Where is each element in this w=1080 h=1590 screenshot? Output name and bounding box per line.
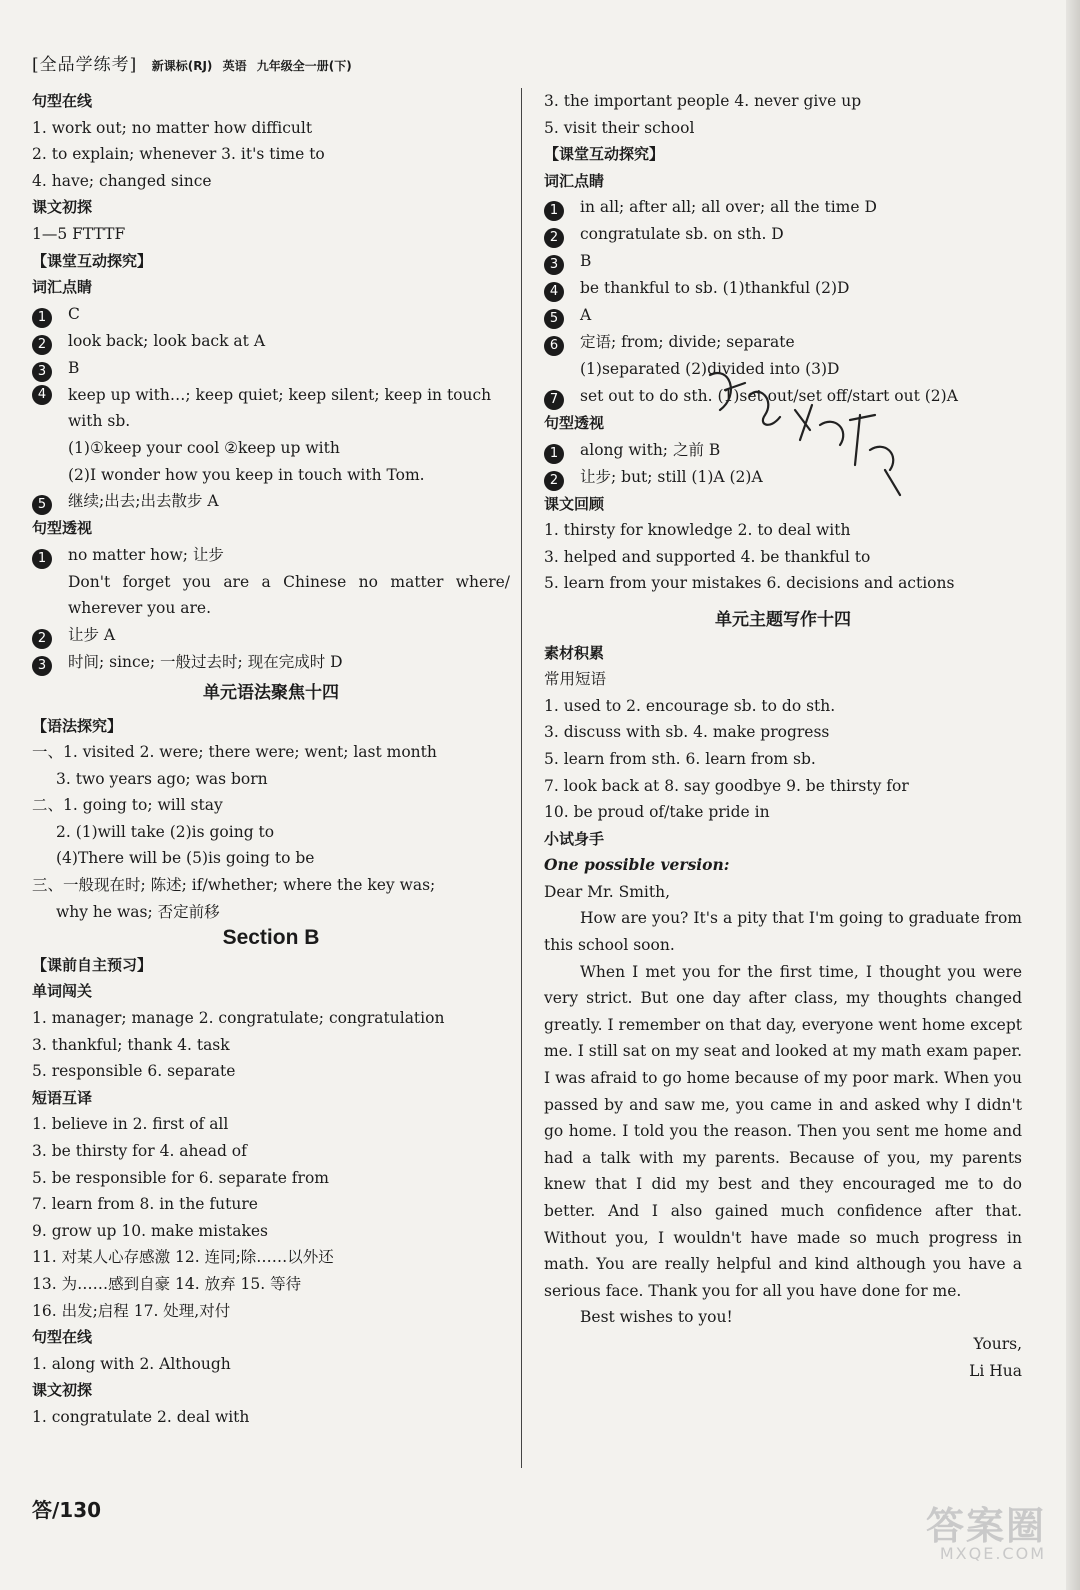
list-item: [544, 221, 1022, 248]
list-item: [32, 382, 510, 435]
sub-heading: 词汇点睛: [32, 278, 93, 297]
list-item: [32, 488, 510, 515]
answer-line: 1. used to 2. encourage sb. to do sth.: [544, 696, 836, 715]
number-4-icon: 4: [544, 282, 564, 302]
number-2-icon: 2: [32, 629, 52, 649]
sub-heading: 课文回顾: [544, 494, 605, 513]
answer-line: 5. learn from sth. 6. learn from sb.: [544, 749, 816, 768]
book-info: 新课标(RJ) 英语 九年级全一册(下): [151, 59, 352, 73]
answer-line: 3. thankful; thank 4. task: [32, 1035, 230, 1054]
answer-text: no matter how; 让步: [68, 545, 224, 564]
answer-text: along with; 之前 B: [580, 440, 721, 459]
answer-line: (2)I wonder how you keep in touch with Tom.: [68, 465, 425, 484]
list-item: [544, 329, 1022, 356]
letter-signature: Li Hua: [969, 1361, 1022, 1380]
left-column: [32, 88, 510, 1431]
answer-text: congratulate sb. on sth. D: [580, 225, 784, 244]
section-heading: 【课前自主预习】: [32, 955, 153, 974]
letter-closing: Yours,: [973, 1334, 1022, 1353]
number-5-icon: 5: [544, 309, 564, 329]
number-3-icon: 3: [32, 362, 52, 382]
section-b-title: Section B: [222, 926, 320, 950]
answer-text: B: [68, 358, 80, 377]
answer-line: 1—5 FTTTF: [32, 224, 126, 243]
section-heading: 【课堂互动探究】: [32, 251, 153, 270]
list-item: [544, 302, 1022, 329]
answer-line: 1. work out; no matter how difficult: [32, 118, 313, 137]
letter-paragraph: How are you? It's a pity that I'm going to graduate from this school soon.: [544, 909, 1022, 955]
answer-text: C: [68, 304, 80, 323]
answer-line: 1. manager; manage 2. congratulate; congratulation: [32, 1009, 445, 1028]
answer-line: 3. be thirsty for 4. ahead of: [32, 1142, 247, 1160]
letter-paragraph: Best wishes to you!: [580, 1308, 733, 1327]
answer-text: set out to do sth. (1)set out/set off/start out (2)A: [580, 386, 958, 405]
answer-text: 继续;出去;出去散步 A: [68, 492, 219, 511]
list-item: [544, 275, 1022, 302]
answer-text: keep up with…; keep quiet; keep silent; keep in touch with sb.: [68, 385, 492, 431]
number-3-icon: 3: [32, 656, 52, 676]
answer-line: 1. along with 2. Although: [32, 1354, 231, 1373]
answer-text: in all; after all; all over; all the time D: [580, 198, 877, 217]
answer-line: 1. believe in 2. first of all: [32, 1115, 229, 1134]
answer-text: look back; look back at A: [68, 331, 266, 350]
number-3-icon: 3: [544, 255, 564, 275]
answer-text: 时间; since; 一般过去时; 现在完成时 D: [68, 652, 343, 671]
section-heading: 【课堂互动探究】: [544, 145, 665, 164]
sub-heading: 素材积累: [544, 643, 605, 662]
page-edge: [1066, 0, 1080, 1590]
site-watermark: [926, 1495, 1046, 1563]
right-column: [544, 88, 1022, 1384]
answer-line: why he was; 否定前移: [56, 902, 220, 921]
answer-line: 2. to explain; whenever 3. it's time to: [32, 145, 325, 164]
sub-heading: 小试身手: [544, 829, 605, 848]
list-item: [544, 248, 1022, 275]
answer-line: 7. learn from 8. in the future: [32, 1195, 258, 1214]
answer-line: 3. helped and supported 4. be thankful to: [544, 547, 871, 566]
version-label: One possible version:: [544, 855, 730, 875]
answer-line: 4. have; changed since: [32, 171, 212, 190]
answer-line: 3. the important people 4. never give up: [544, 92, 862, 110]
answer-text: 定语; from; divide; separate: [580, 333, 795, 352]
answer-text: be thankful to sb. (1)thankful (2)D: [580, 279, 850, 298]
column-divider: [521, 88, 522, 1468]
answer-line: 5. be responsible for 6. separate from: [32, 1168, 329, 1187]
answer-line: 5. visit their school: [544, 118, 695, 137]
unit-writing-title: 单元主题写作十四: [715, 609, 851, 630]
number-1-icon: 1: [544, 444, 564, 464]
handwritten-scribble: [700, 355, 920, 505]
number-2-icon: 2: [544, 228, 564, 248]
answer-line: 2. (1)will take (2)is going to: [56, 822, 275, 841]
answer-line: 5. responsible 6. separate: [32, 1062, 236, 1081]
list-item: [32, 649, 510, 676]
list-item: [32, 622, 510, 649]
answer-line: (4)There will be (5)is going to be: [56, 849, 315, 868]
answer-text: B: [580, 252, 592, 271]
answer-line: 5. learn from your mistakes 6. decisions and actions: [544, 574, 955, 593]
number-2-icon: 2: [544, 471, 564, 491]
answer-line: 一、1. visited 2. were; there were; went; last month: [32, 743, 437, 762]
list-item: [32, 355, 510, 382]
answer-line: 1. congratulate 2. deal with: [32, 1407, 250, 1426]
sub-heading: 单词闯关: [32, 982, 93, 1001]
list-item: [32, 542, 510, 569]
number-6-icon: 6: [544, 336, 564, 356]
number-1-icon: 1: [544, 201, 564, 221]
answer-line: (1)①keep your cool ②keep up with: [68, 438, 340, 457]
answer-line: 13. 为……感到自豪 14. 放弃 15. 等待: [32, 1274, 302, 1293]
answer-line: 3. discuss with sb. 4. make progress: [544, 723, 830, 742]
number-7-icon: 7: [544, 390, 564, 410]
number-5-icon: 5: [32, 495, 52, 515]
answer-text: A: [580, 306, 592, 325]
section-heading: 【语法探究】: [32, 716, 123, 735]
watermark-logo: 答案圈: [925, 1504, 1046, 1548]
section-heading: 句型在线: [32, 92, 93, 110]
unit-grammar-title: 单元语法聚焦十四: [203, 682, 339, 703]
sub-heading: 词汇点睛: [544, 171, 605, 190]
sub-heading: 句型在线: [32, 1328, 93, 1347]
letter-greeting: Dear Mr. Smith,: [544, 882, 671, 901]
answer-line: 7. look back at 8. say goodbye 9. be thirsty for: [544, 776, 909, 795]
answer-line: (1)separated (2)divided into (3)D: [580, 360, 840, 379]
brand-label: [全品学练考]: [32, 55, 138, 75]
list-item: [32, 301, 510, 328]
sub-heading: 句型透视: [544, 413, 605, 432]
page-number: 答/130: [32, 1498, 102, 1522]
answer-text: 让步 A: [68, 625, 116, 644]
number-4-icon: 4: [32, 385, 52, 405]
sub-heading: 短语互译: [32, 1088, 93, 1107]
list-item: [32, 328, 510, 355]
answer-line: Don't forget you are a Chinese no matter where/ wherever you are.: [68, 572, 510, 618]
answer-line: 10. be proud of/take pride in: [544, 803, 770, 822]
section-heading: 课文初探: [32, 198, 93, 217]
answer-line: 16. 出发;启程 17. 处理,对付: [32, 1301, 231, 1320]
answer-line: 1. thirsty for knowledge 2. to deal with: [544, 521, 851, 540]
list-item: [544, 194, 1022, 221]
answer-line: 二、1. going to; will stay: [32, 796, 223, 815]
letter-paragraph: When I met you for the first time, I thought you were very strict. But one day after class, my thoughts changed greatly. I remember on that day, everyone went home except me. I still sat on my seat and looked at my math exam paper. I was afraid to go home because of my poor mark. When you passed by and saw me, you came in and asked why I didn't go home. I told you the reason. Then you sent me home and had a talk with my parents. Because of you, my parents knew that I did my best and they encouraged me to do better. And I also gained much confidence after that. Without you, I wouldn't have made so much progress in math. You are really helpful and kind although you have a serious face. Thank you for all you have done for me.: [544, 962, 1022, 1300]
watermark-url: MXQE.COM: [939, 1544, 1046, 1563]
sub-heading: 常用短语: [544, 670, 607, 689]
number-2-icon: 2: [32, 335, 52, 355]
answer-line: 3. two years ago; was born: [56, 769, 268, 788]
answer-text: 让步; but; still (1)A (2)A: [580, 467, 763, 486]
sub-heading: 句型透视: [32, 519, 93, 538]
number-1-icon: 1: [32, 308, 52, 328]
answer-line: 11. 对某人心存感激 12. 连同;除……以外还: [32, 1248, 334, 1267]
answer-line: 三、一般现在时; 陈述; if/whether; where the key was;: [32, 876, 436, 895]
answer-line: 9. grow up 10. make mistakes: [32, 1221, 269, 1240]
sub-heading: 课文初探: [32, 1381, 93, 1400]
number-1-icon: 1: [32, 549, 52, 569]
page-header: [32, 50, 352, 75]
